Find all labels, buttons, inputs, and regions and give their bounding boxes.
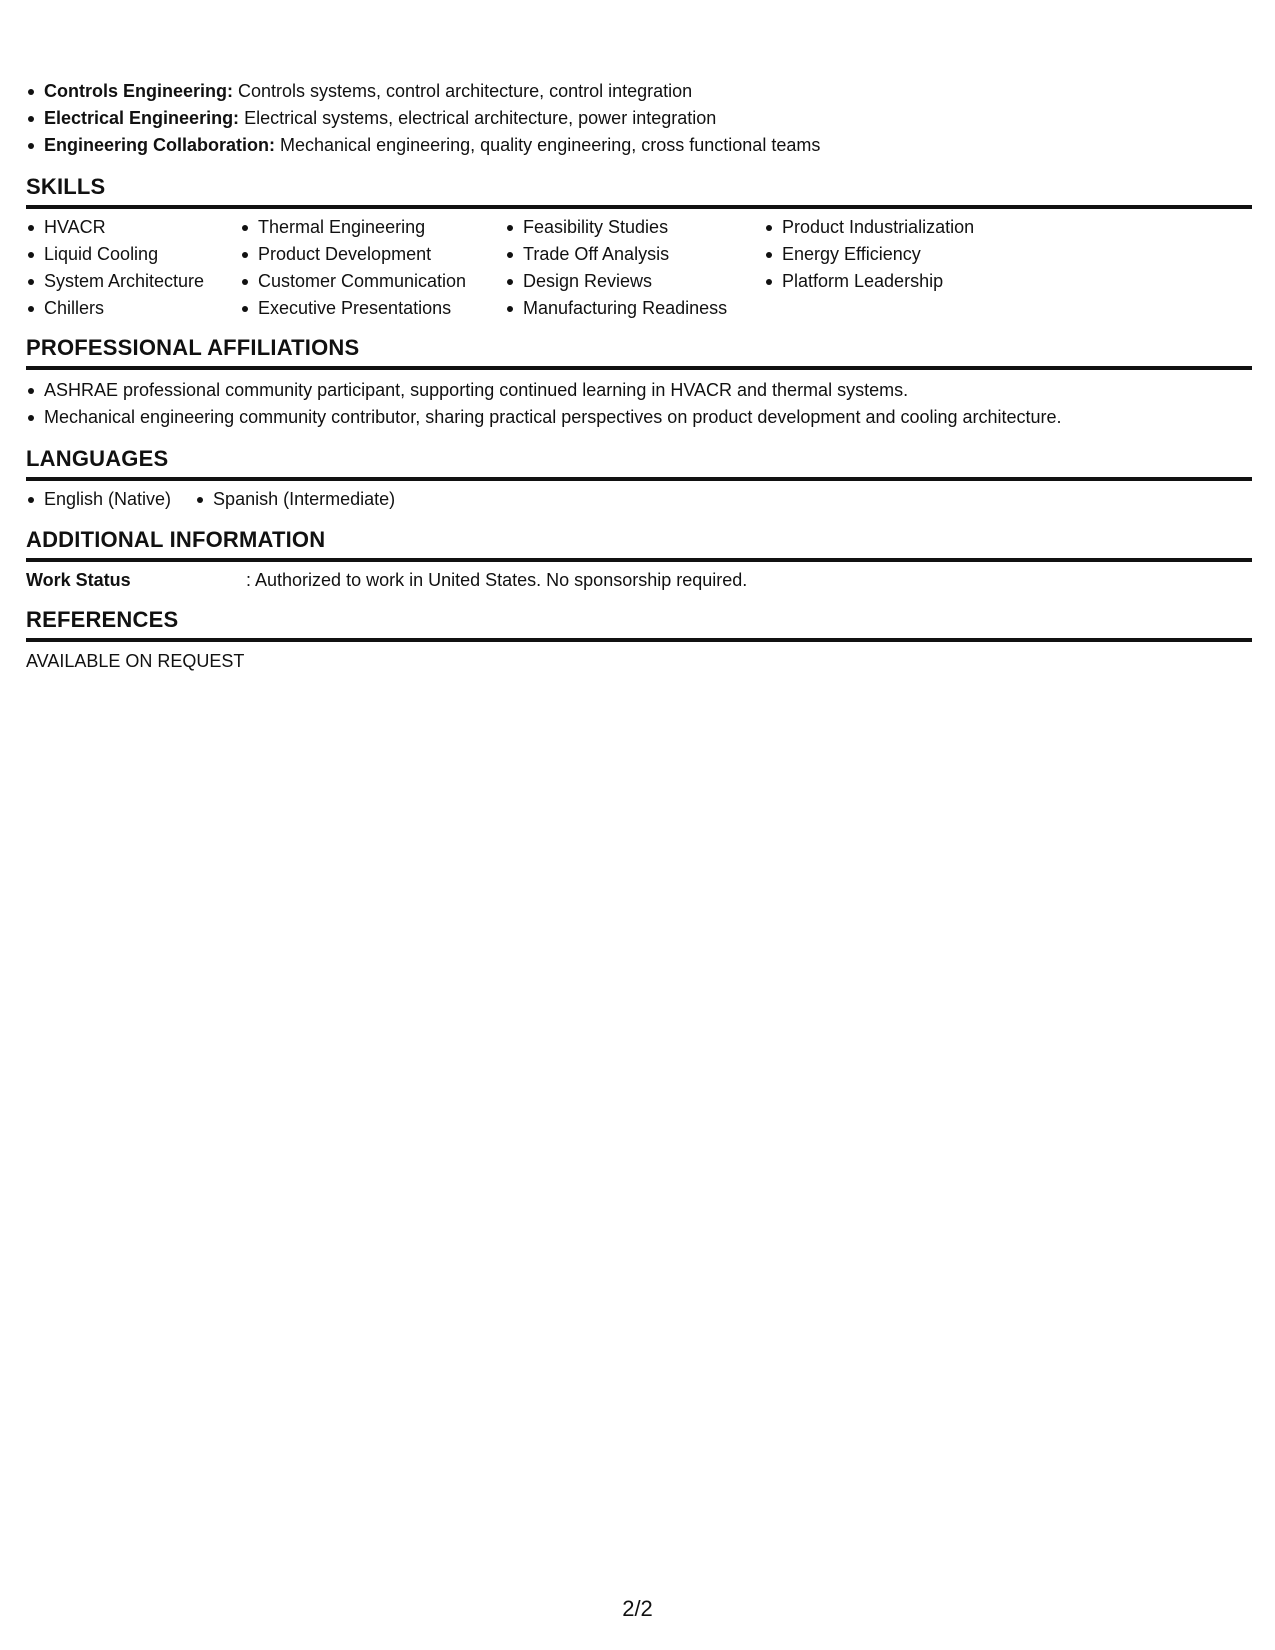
skill-item: Customer Communication [240,268,505,295]
affiliation-item: Mechanical engineering community contributor, sharing practical perspectives on product development and cooling architecture. [26,404,1252,431]
languages-heading: LANGUAGES [26,446,1252,481]
experience-bullet-label: Electrical Engineering: [44,108,240,128]
skill-item: Trade Off Analysis [505,241,764,268]
language-item: English (Native) [26,486,171,513]
skill-item: Feasibility Studies [505,214,764,241]
page-number: 2/2 [622,1596,653,1621]
skill-item: System Architecture [26,268,240,295]
references-heading: REFERENCES [26,607,1252,642]
skill-item: Design Reviews [505,268,764,295]
skills-heading: SKILLS [26,174,1252,209]
languages-list [26,486,1252,513]
additional-info-section [26,527,1252,594]
skill-item: Manufacturing Readiness [505,295,764,322]
skill-item: Energy Efficiency [764,241,1064,268]
skills-grid [26,214,1252,322]
skill-item: Liquid Cooling [26,241,240,268]
affiliations-heading: PROFESSIONAL AFFILIATIONS [26,335,1252,370]
skill-item: Chillers [26,295,240,322]
skills-column [764,214,1064,322]
skills-section [26,174,1252,322]
resume-page [26,78,1252,675]
experience-bullet-text: Controls systems, control architecture, control integration [233,81,693,101]
skill-item: Product Development [240,241,505,268]
experience-bullet-label: Controls Engineering: [44,81,233,101]
languages-section [26,446,1252,513]
work-status-label: Work Status [26,570,131,590]
additional-info-heading: ADDITIONAL INFORMATION [26,527,1252,562]
skill-item: Product Industrialization [764,214,1064,241]
language-item: Spanish (Intermediate) [195,486,395,513]
skill-item: HVACR [26,214,240,241]
skills-column [26,214,240,322]
affiliations-section [26,335,1252,431]
work-status-value: : Authorized to work in United States. No sponsorship required. [246,570,748,590]
skill-item: Thermal Engineering [240,214,505,241]
experience-bullet-text: Electrical systems, electrical architecture, power integration [239,108,717,128]
experience-bullet-text: Mechanical engineering, quality engineering, cross functional teams [275,135,821,155]
affiliation-item: ASHRAE professional community participant, supporting continued learning in HVACR and thermal systems. [26,377,1252,404]
skill-item: Executive Presentations [240,295,505,322]
experience-bullet [26,78,1252,105]
experience-bullet [26,132,1252,159]
skills-column [505,214,764,322]
work-status-row [26,567,1252,594]
references-section [26,607,1252,675]
experience-bullet-list [26,78,1252,159]
experience-bullet-label: Engineering Collaboration: [44,135,276,155]
references-text: AVAILABLE ON REQUEST [26,651,245,671]
skill-item: Platform Leadership [764,268,1064,295]
skills-column [240,214,505,322]
experience-bullet [26,105,1252,132]
affiliations-list [26,377,1252,431]
